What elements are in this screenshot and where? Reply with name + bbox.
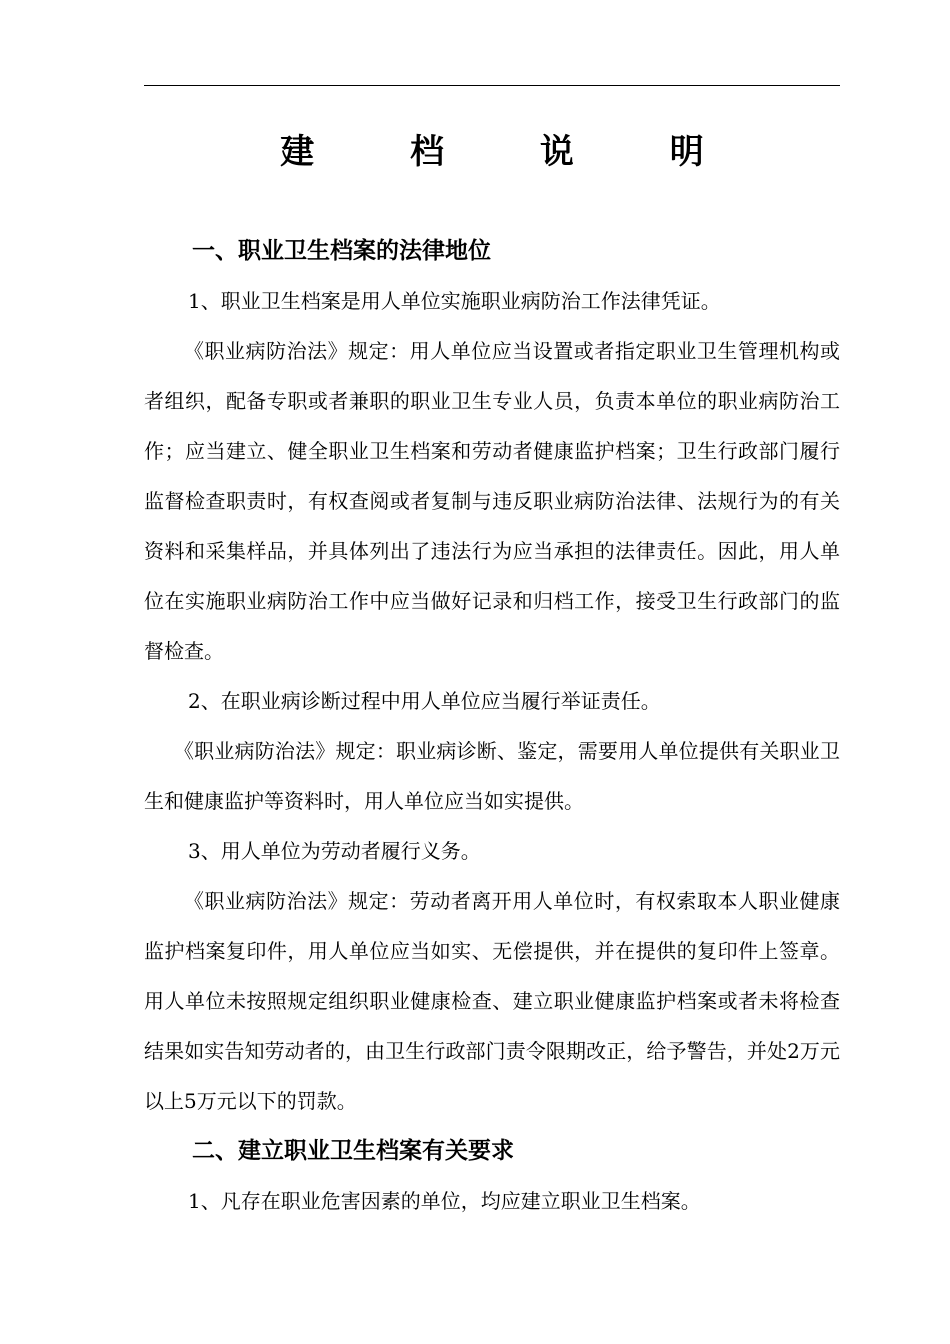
paragraph: 3、用人单位为劳动者履行义务。 <box>188 839 481 863</box>
page-title: 建 档 说 明 <box>280 132 746 172</box>
paragraph: 《职业病防治法》规定：职业病诊断、鉴定，需要用人单位提供有关职业卫生和健康监护等资料时，用人单位应当如实提供。 <box>144 739 840 813</box>
paragraph: 《职业病防治法》规定：用人单位应当设置或者指定职业卫生管理机构或者组织，配备专职或者兼职的职业卫生专业人员，负责本单位的职业病防治工作；应当建立、健全职业卫生档案和劳动者健康监护档案；卫生行政部门履行监督检查职责时，有权查阅或者复制与违反职业病防治法律、法规行为的有关资料和采集样品，并具体列出了违法行为应当承担的法律责任。因此，用人单位在实施职业病防治工作中应当做好记录和归档工作，接受卫生行政部门的监督检查。 <box>144 339 840 663</box>
section-heading-2: 二、建立职业卫生档案有关要求 <box>192 1138 514 1164</box>
paragraph: 1、凡存在职业危害因素的单位，均应建立职业卫生档案。 <box>188 1189 701 1213</box>
paragraph: 《职业病防治法》规定：劳动者离开用人单位时，有权索取本人职业健康监护档案复印件，用人单位应当如实、无偿提供，并在提供的复印件上签章。用人单位未按照规定组织职业健康检查、建立职业健康监护档案或者未将检查结果如实告知劳动者的，由卫生行政部门责令限期改正，给予警告，并处2万元以上5万元以下的罚款。 <box>144 889 840 1113</box>
paragraph: 1、职业卫生档案是用人单位实施职业病防治工作法律凭证。 <box>188 289 721 313</box>
document-body <box>144 226 840 1226</box>
paragraph: 2、在职业病诊断过程中用人单位应当履行举证责任。 <box>188 689 661 713</box>
section-heading-1: 一、职业卫生档案的法律地位 <box>192 238 491 264</box>
header-rule <box>144 85 840 86</box>
